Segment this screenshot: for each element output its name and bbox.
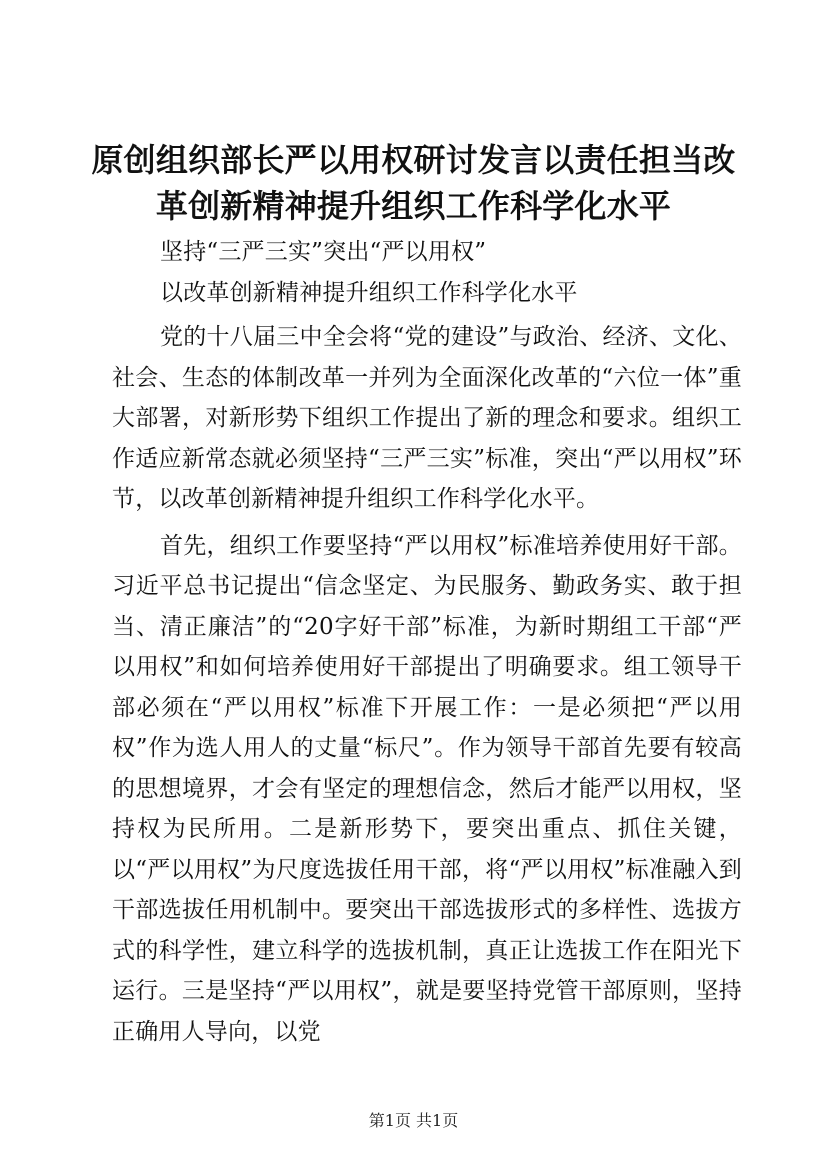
body-paragraph-1: 党的十八届三中全会将“党的建设”与政治、经济、文化、社会、生态的体制改革一并列为全面深化改革的“六位一体”重大部署，对新形势下组织工作提出了新的理念和要求。组织工作适应新常态就必须坚持“三严三实”标准，突出“严以用权”环节，以改革创新精神提升组织工作科学化水平。 — [112, 324, 742, 512]
subtitle-paragraph-2: 以改革创新精神提升组织工作科学化水平 — [160, 279, 578, 306]
document-title — [90, 137, 737, 229]
title-line-2: 革创新精神提升组织工作科学化水平 — [155, 187, 672, 225]
title-line-1: 原创组织部长严以用权研讨发言以责任担当改 — [91, 141, 736, 179]
body-paragraph-2: 首先，组织工作要坚持“严以用权”标准培养使用好干部。习近平总书记提出“信念坚定、为民服务、勤政务实、敢于担当、清正廉洁”的“20字好干部”标准，为新时期组工干部“严以用权”和如何培养使用好干部提出了明确要求。组工领导干部必须在“严以用权”标准下开展工作：一是必须把“严以用权”作为选人用人的丈量“标尺”。作为领导干部首先要有较高的思想境界，才会有坚定的理想信念，然后才能严以用权，坚持权为民所用。二是新形势下，要突出重点、抓住关键，以“严以用权”为尺度选拔任用干部，将“严以用权”标准融入到干部选拔任用机制中。要突出干部选拔形式的多样性、选拔方式的科学性，建立科学的选拔机制，真正让选拔工作在阳光下运行。三是坚持“严以用权”，就是要坚持党管干部原则，坚持正确用人导向，以党 — [112, 532, 742, 1045]
subtitle-paragraph-1: 坚持“三严三实”突出“严以用权” — [160, 239, 487, 265]
page-footer: 第1页 共1页 — [368, 1111, 459, 1130]
document-body — [112, 232, 742, 1052]
